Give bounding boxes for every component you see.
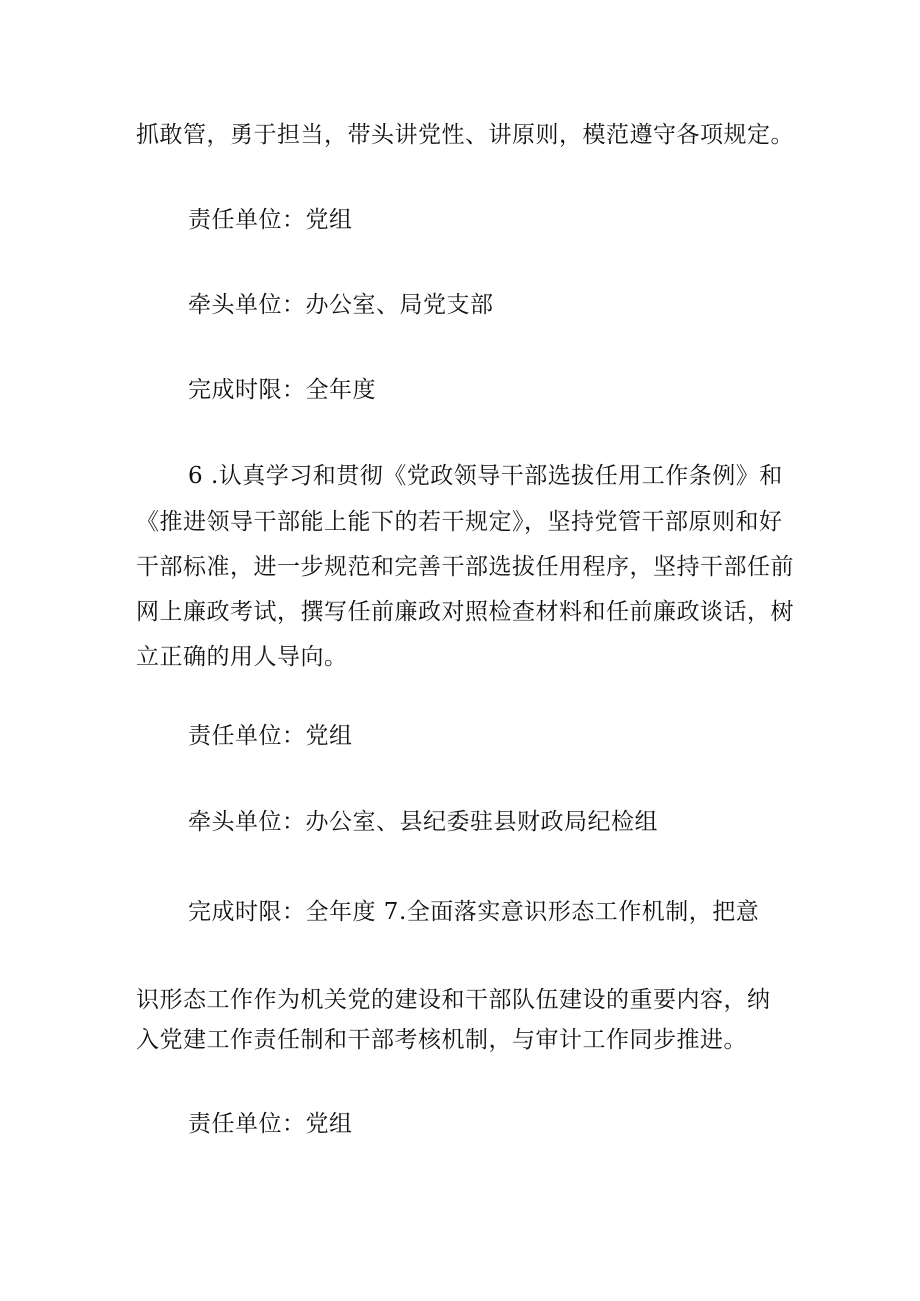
deadline-line: 完成时限：全年度 7.全面落实意识形态工作机制，把意	[188, 899, 760, 925]
responsibility-unit-line: 责任单位：党组	[188, 1111, 353, 1137]
paragraph-line: 入党建工作责任制和干部考核机制，与审计工作同步推进。	[136, 1027, 747, 1053]
paragraph-line: 识形态工作作为机关党的建设和干部队伍建设的重要内容，纳	[136, 987, 771, 1013]
responsibility-unit-line: 责任单位：党组	[188, 723, 353, 749]
lead-unit-line: 牵头单位：办公室、局党支部	[188, 292, 494, 318]
paragraph-line: 6 .认真学习和贯彻《党政领导干部选拔任用工作条例》和	[188, 463, 783, 489]
responsibility-unit-line: 责任单位：党组	[188, 207, 353, 233]
paragraph-line: 《推进领导干部能上能下的若干规定》，坚持党管干部原则和好	[136, 509, 783, 535]
paragraph-line: 抓敢管，勇于担当，带头讲党性、讲原则，模范遵守各项规定。	[136, 122, 794, 148]
paragraph-line: 网上廉政考试，撰写任前廉政对照检查材料和任前廉政谈话，树	[136, 599, 794, 625]
paragraph-line: 干部标准，进一步规范和完善干部选拔任用程序，坚持干部任前	[136, 554, 794, 580]
paragraph-line: 立正确的用人导向。	[136, 644, 348, 670]
deadline-line: 完成时限：全年度	[188, 377, 376, 403]
lead-unit-line: 牵头单位：办公室、县纪委驻县财政局纪检组	[188, 809, 658, 835]
